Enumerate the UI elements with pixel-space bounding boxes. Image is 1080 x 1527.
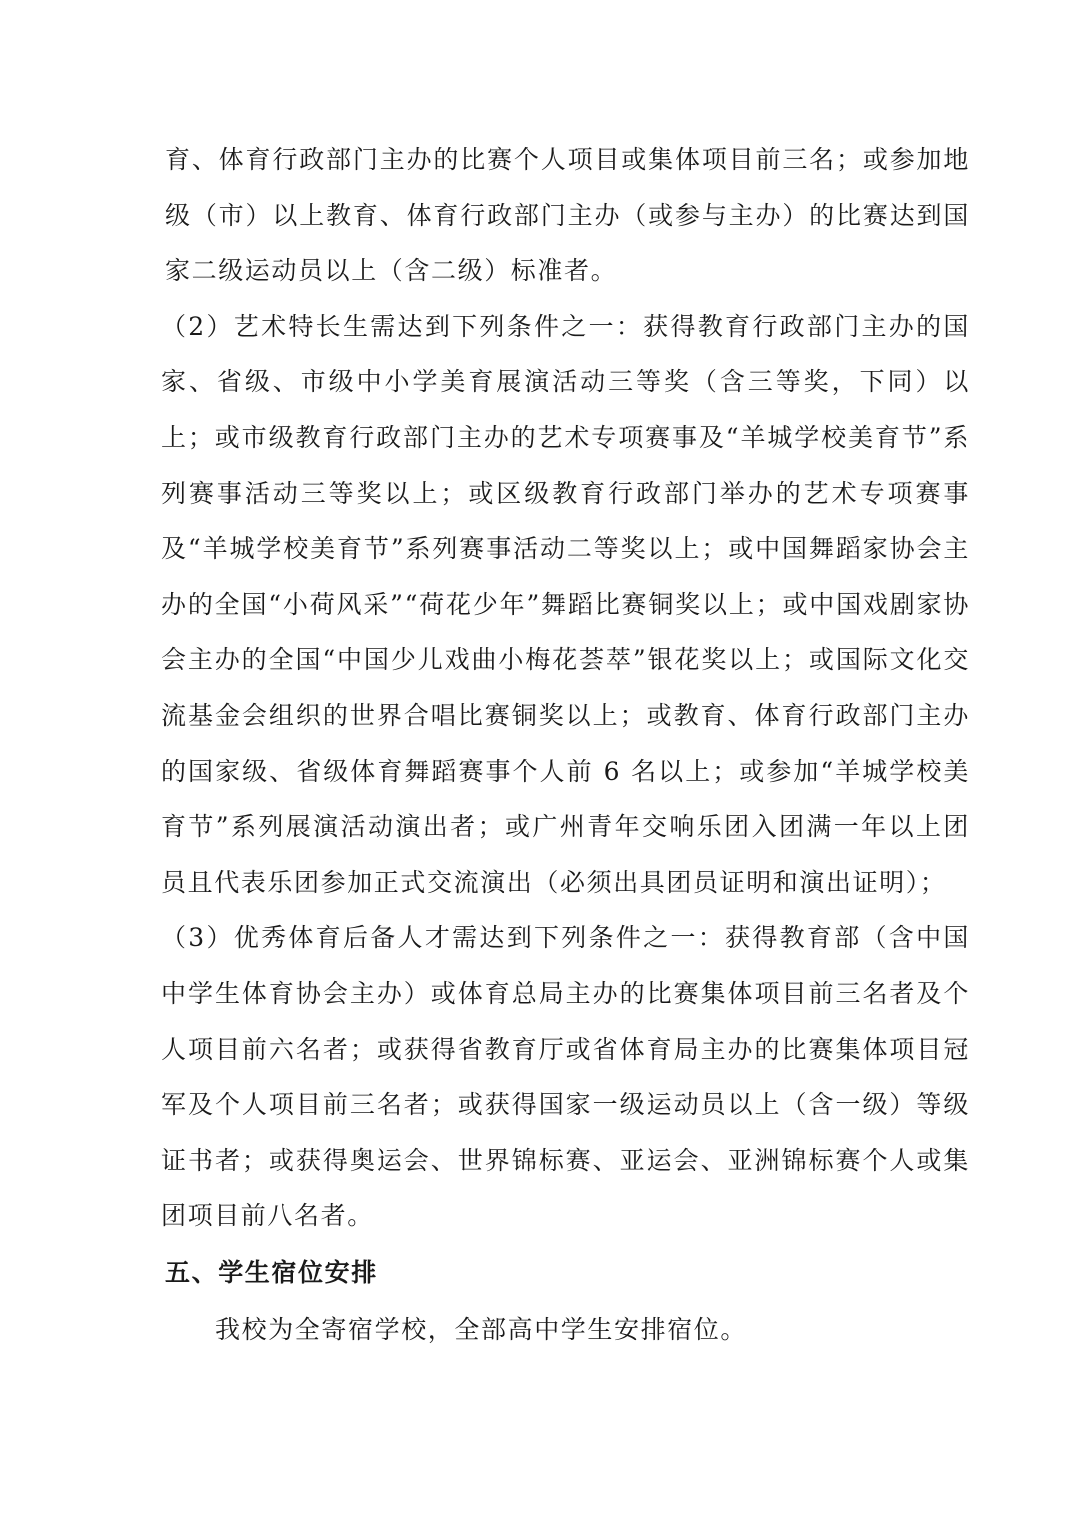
paragraph-sports-criteria-continued: 育、体育行政部门主办的比赛个人项目或集体项目前三名；或参加地级（市）以上教育、体育行政部门主办（或参与主办）的比赛达到国家二级运动员以上（含二级）标准者。 <box>165 145 970 286</box>
section-heading-dormitory: 五、学生宿位安排 <box>165 1257 378 1287</box>
paragraph-art-specialty-criteria: （2）艺术特长生需达到下列条件之一：获得教育行政部门主办的国家、省级、市级中小学美育展演活动三等奖（含三等奖，下同）以上；或市级教育行政部门主办的艺术专项赛事及“羊城学校美育节”系列赛事活动三等奖以上；或区级教育行政部门举办的艺术专项赛事及“羊城学校美育节”系列赛事活动二等奖以上；或中国舞蹈家协会主办的全国“小荷风采”“荷花少年”舞蹈比赛铜奖以上；或中国戏剧家协会主办的全国“中国少儿戏曲小梅花荟萃”银花奖以上；或国际文化交流基金会组织的世界合唱比赛铜奖以上；或教育、体育行政部门主办的国家级、省级体育舞蹈赛事个人前 6 名以上；或参加“羊城学校美育节”系列展演活动演出者；或广州青年交响乐团入团满一年以上团员且代表乐团参加正式交流演出（必须出具团员证明和演出证明）； <box>161 311 970 897</box>
paragraph-athlete-reserve-criteria: （3）优秀体育后备人才需达到下列条件之一：获得教育部（含中国中学生体育协会主办）或体育总局主办的比赛集体项目前三名者及个人项目前六名者；或获得省教育厅或省体育局主办的比赛集体项目冠军及个人项目前三名者；或获得国家一级运动员以上（含一级）等级证书者；或获得奥运会、世界锦标赛、亚运会、亚洲锦标赛个人或集团项目前八名者。 <box>161 923 970 1231</box>
section-body-dormitory: 我校为全寄宿学校，全部高中学生安排宿位。 <box>215 1314 748 1344</box>
